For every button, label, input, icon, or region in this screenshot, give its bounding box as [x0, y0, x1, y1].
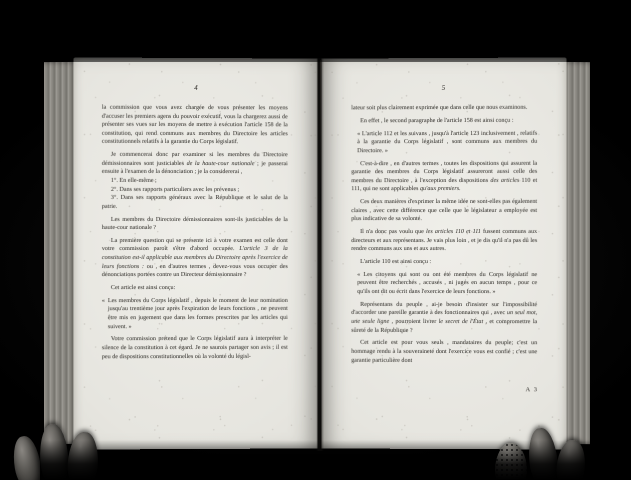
block-quote: « L'article 112 et les suivans , jusqu'à l'article 123 inclusivement , relatifs à la garantie du Corps législatif , sont communs aux membres du Directoire. » [357, 130, 538, 154]
paragraph: En effet , le second paragraphe de l'article 158 est ainsi conçu : [360, 117, 514, 125]
folio-number-left: 4 [194, 84, 198, 93]
paragraph [102, 151, 288, 177]
paragraph-text-after: ; je passerai ensuite à l'examen de la dénonciation ; je la considererai , [101, 160, 288, 176]
paragraph [351, 228, 537, 254]
paragraph: L'article 110 est ainsi conçu : [360, 259, 432, 266]
list-item: 3°. Dans ses rapports généraux avec la République et le salut de la patrie. [101, 195, 288, 210]
paragraph: lateur soit plus clairement exprimée que dans celle que nous examinons. [351, 104, 528, 112]
paragraph-text: C'est-à-dire , en d'autres termes , toutes les dispositions qui assurent la garantie des membres du Corps législatif assureront aussi celle des membres du Directoire , à l'exception des dispositions [351, 160, 538, 184]
block-quote [102, 297, 288, 332]
paragraph-italic: des articles [490, 177, 520, 184]
left-page-text-column [102, 104, 288, 362]
paragraph-text: Je commencerai donc par examiner si les membres du Directoire démissionnaires sont justiciables [101, 151, 288, 167]
paragraph-italic-2: qu'aux premiers. [419, 186, 461, 193]
paragraph: Cet article est pour vous seuls , mandataires du peuple; c'est un hommage rendu à la souveraineté dont l'exercice vous est confié ; c'est une garantie particulière dont [351, 340, 538, 364]
right-page-text-column [351, 104, 537, 366]
list-item: 2°. Dans ses rapports particuliers avec les prévenus ; [110, 186, 240, 193]
paragraph-text-after: fussent communs aux directeurs et aux représentans. Je vais plus loin , et je dis qu'il n'a pas dû les rendre communs aux uns et aux autres. [351, 229, 538, 253]
paragraph-italic: L'article 3 de la constitution est-il applicable aux membres du Directoire après l'exercice de leurs fonctions : [101, 246, 288, 270]
signature-mark: A 3 [525, 386, 539, 394]
paragraph: Les membres du Directoire démissionnaires sont-ils justiciables de la haute-cour nationale ? [101, 216, 288, 232]
list-item: 1°. En elle-même ; [110, 177, 157, 184]
right-page [321, 57, 566, 449]
paragraph-text-after: ou , en d'autres termes , devez-vous vous occuper des dénonciations portées contre un Directeur démissionnaire ? [101, 263, 288, 279]
book-spine-line [320, 60, 321, 449]
paragraph-text: La première question qui se présente ici à votre examen est celle dont votre commission paroît s'être d'abord occupée. [101, 237, 288, 253]
paragraph: Cet article est ainsi conçu: [110, 285, 176, 292]
paragraph [351, 301, 537, 336]
paragraph-text: Il n'a donc pas voulu que [360, 229, 424, 236]
paragraph-italic: un seul mot, une seule ligne [351, 310, 538, 325]
folio-number-right: 5 [441, 84, 446, 93]
paragraph-text-after-2: , et compromettre la sûreté de la République ? [351, 319, 538, 334]
paragraph: Votre commission prétend que le Corps législatif aura à interpréter le silence de la constitution à cet égard. Je ne saurois partager son avis ; il est peu de dispositions constitutionnelles où la volonté du législ- [101, 336, 288, 360]
paragraph: Ces deux manières d'exprimer la même idée ne sont-elles pas également claires , avec cette différence que celle que le législateur a employée est plus indicative de sa volonté. [351, 198, 538, 223]
paragraph-italic-2: le secret de l'État [438, 318, 484, 326]
top-vignette [0, 0, 631, 62]
paragraph-italic: de la haute-cour nationale [186, 160, 255, 167]
open-book [44, 58, 590, 458]
paragraph-text: Représentans du peuple , ai-je besoin d'insister sur l'impossibilité d'accorder une pareille garantie à des fonctionnaires qui , avec [351, 301, 538, 317]
block-quote: « Les citoyens qui sont ou ont été membres du Corps législatif ne peuvent être recherchés , accusés , ni jugés en aucun temps , pour ce qu'ils ont dit ou écrit dans l'exercice de leurs fonctions. » [357, 271, 538, 296]
paragraph [351, 159, 537, 194]
quote-mark: « [101, 297, 105, 304]
paragraph-text-after: , pourroient livrer [391, 318, 437, 325]
paragraph-italic: les articles 110 et 111 [425, 229, 481, 236]
paragraph-text-after: 110 et 111, qui ne sont applicables [351, 177, 538, 193]
bottom-vignette [40, 440, 591, 480]
paragraph [102, 237, 288, 280]
quote-text: Les membres du Corps législatif , depuis le moment de leur nomination jusqu'au trentième jour après l'expiration de leurs fonctions , ne peuvent être mis en jugement que dans les formes prescrites par les articles qui suivent. » [107, 297, 288, 330]
paragraph: la commission que vous avez chargée de vous présenter les moyens d'accuser les premiers agens du pouvoir exécutif, vous la chargerez aussi de présenter ses vues sur les moyens de mettre à exécution l'article 158 de la constitution, qui rend communs aux membres du Directoire les articles constitutionnels relatifs à la garantie du Corps législatif. [101, 104, 288, 146]
left-page [74, 57, 318, 449]
